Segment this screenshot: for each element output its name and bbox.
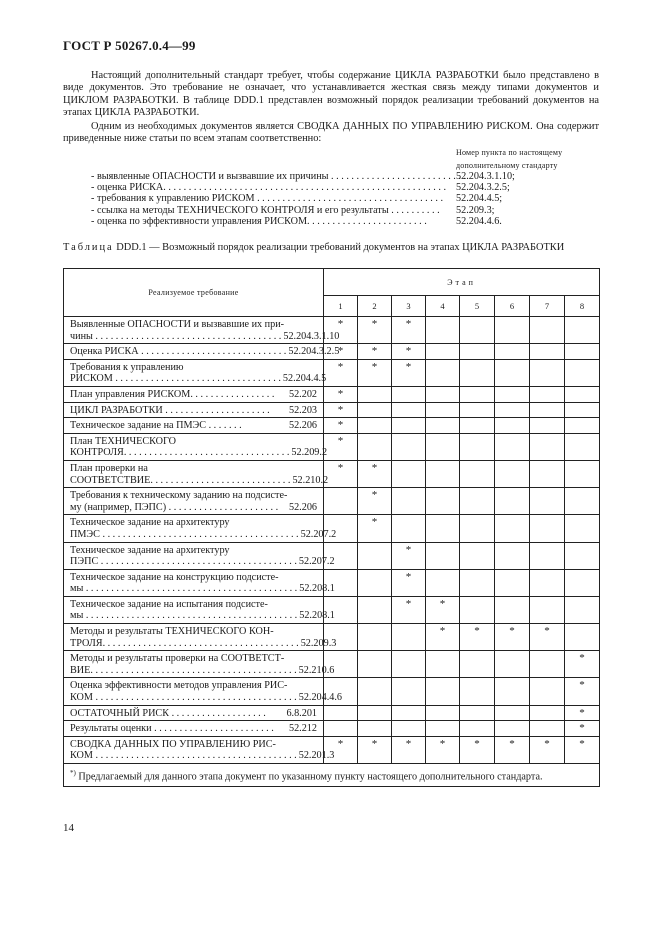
stage-mark [530, 402, 565, 418]
stage-mark [460, 721, 495, 737]
requirement-cell [64, 624, 337, 651]
requirement-line [70, 346, 340, 358]
clause-reference: 52.206 [288, 420, 317, 432]
stage-mark [530, 596, 565, 623]
requirement-line [70, 389, 317, 401]
stage-column-header: Этап [324, 269, 600, 296]
stage-mark: * [324, 317, 358, 344]
requirement-cell [64, 678, 343, 705]
requirement-text: мы . . . . . . . . . . . . . . . . . . . . . . . . . . . . . . . . . . . . . . . . . . [70, 583, 298, 595]
requirement-text: КОНТРОЛЯ. . . . . . . . . . . . . . . . . . . . . . . . . . . . . . . . . [70, 447, 290, 459]
stage-mark [565, 569, 600, 596]
requirement-line [70, 447, 328, 459]
requirement-text: мы . . . . . . . . . . . . . . . . . . . . . . . . . . . . . . . . . . . . . . . . . . [70, 610, 298, 622]
stage-mark [358, 705, 392, 721]
requirement-line [70, 708, 317, 720]
stage-mark [392, 460, 426, 487]
requirement-text: Техническое задание на архитектуру [70, 517, 230, 529]
requirement-line [70, 545, 317, 557]
stage-mark [426, 317, 460, 344]
stage-mark [495, 569, 530, 596]
stage-mark [530, 542, 565, 569]
requirement-cell [64, 705, 324, 721]
stage-mark [460, 344, 495, 360]
page-number: 14 [63, 822, 74, 834]
stage-mark [530, 721, 565, 737]
clause-reference: 52.207.2 [300, 528, 337, 540]
requirement-cell [64, 402, 324, 418]
requirement-text: Техническое задание на ПМЭС . . . . . . . [70, 420, 242, 432]
stages-table [63, 268, 600, 787]
clause-reference: 52.212 [288, 723, 317, 735]
stage-mark [392, 515, 426, 542]
stage-mark [530, 569, 565, 596]
stage-mark [426, 678, 460, 705]
table-row [64, 402, 600, 418]
requirement-cell [64, 344, 340, 360]
stage-mark [530, 651, 565, 678]
stage-mark [495, 317, 530, 344]
requirement-line [70, 420, 317, 432]
stage-mark: * [358, 515, 392, 542]
requirement-text: Результаты оценки . . . . . . . . . . . . . . . . . . . . . . . . [70, 723, 274, 735]
stage-mark: * [392, 317, 426, 344]
table-row [64, 569, 600, 596]
list-item: - ссылка на методы ТЕХНИЧЕСКОГО КОНТРОЛЯ и его результаты . . . . . . . . . . 52.209.3; [91, 204, 495, 216]
stage-mark [392, 402, 426, 418]
stage-mark [495, 386, 530, 402]
stage-mark: * [495, 624, 530, 651]
stage-mark [358, 721, 392, 737]
requirement-cell [64, 542, 335, 569]
table-row [64, 433, 600, 460]
requirement-text: Техническое задание на испытания подсисте- [70, 598, 268, 610]
requirement-cell [64, 488, 324, 515]
clause-reference: 52.201.3 [298, 750, 335, 762]
article-list [91, 171, 551, 227]
stage-mark: * [565, 651, 600, 678]
stage-mark: * [426, 596, 460, 623]
stage-mark [565, 433, 600, 460]
requirement-cell [64, 596, 335, 623]
requirement-line [70, 405, 317, 417]
stage-mark [495, 344, 530, 360]
requirement-text: СООТВЕТСТВИЕ. . . . . . . . . . . . . . . . . . . . . . . . . . . . [70, 474, 291, 486]
stage-mark: * [530, 624, 565, 651]
requirement-line [70, 474, 329, 487]
list-item: - оценка РИСКА. . . . . . . . . . . . . . . . . . . . . . . . . . . . . . . . . . . . . . . . . . . . . . . . . . . . . . . . 52.204.3.2.5; [91, 182, 510, 194]
stage-mark [426, 433, 460, 460]
requirement-cell [64, 418, 324, 434]
table-caption [63, 242, 599, 254]
stage-number: 2 [358, 296, 392, 317]
stage-mark [460, 596, 495, 623]
requirement-line [70, 610, 335, 622]
stage-mark [460, 402, 495, 418]
stage-mark [495, 651, 530, 678]
stage-mark: * [460, 736, 495, 763]
stage-mark [530, 317, 565, 344]
clause-reference: 52.204.4.6 [298, 692, 343, 704]
clause-reference: 52.204.3.2.5 [288, 346, 340, 358]
stage-number: 8 [565, 296, 600, 317]
list-item: - оценка по эффективности управления РИСКОМ. . . . . . . . . . . . . . . . . . . . . . . . 52.204.4.6. [91, 215, 502, 227]
stage-mark: * [392, 359, 426, 386]
stage-mark [495, 402, 530, 418]
stage-mark: * [324, 386, 358, 402]
stage-mark [495, 433, 530, 460]
requirement-cell [64, 386, 324, 402]
stage-mark [358, 624, 392, 651]
stage-number: 6 [495, 296, 530, 317]
stage-mark [565, 515, 600, 542]
stage-mark [426, 515, 460, 542]
clause-reference: 52.203 [288, 404, 317, 416]
stage-mark: * [358, 359, 392, 386]
stage-mark [565, 359, 600, 386]
stage-mark: * [460, 624, 495, 651]
stage-mark [392, 624, 426, 651]
stage-mark [495, 705, 530, 721]
requirement-text: ВИЕ. . . . . . . . . . . . . . . . . . . . . . . . . . . . . . . . . . . . . . . . . [70, 664, 297, 676]
stage-mark: * [324, 736, 358, 763]
requirement-line [70, 739, 317, 751]
stage-mark [530, 705, 565, 721]
requirement-text: Выявленные ОПАСНОСТИ и вызвавшие их при- [70, 319, 285, 330]
requirement-cell [64, 433, 328, 460]
stage-mark [530, 678, 565, 705]
requirement-line [70, 664, 335, 677]
table-footnote [64, 764, 600, 787]
table-row [64, 386, 600, 402]
requirement-text: План проверки на [70, 462, 148, 474]
stage-mark [358, 569, 392, 596]
stage-mark [392, 433, 426, 460]
list-item: - требования к управлению РИСКОМ . . . . . . . . . . . . . . . . . . . . . . . . . . . . . . . . . . . . . 52.204.4.5; [91, 193, 503, 205]
requirement-text: чины . . . . . . . . . . . . . . . . . . . . . . . . . . . . . . . . . . . . . [70, 330, 282, 342]
stage-mark: * [358, 736, 392, 763]
footnote-text: Предлагаемый для данного этапа документ по указанному пункту настоящего дополнительного стандарта. [75, 771, 543, 783]
stage-mark [565, 386, 600, 402]
requirement-line [70, 490, 317, 502]
stage-mark [460, 433, 495, 460]
stage-mark [530, 418, 565, 434]
requirement-cell [64, 736, 335, 763]
stage-number: 3 [392, 296, 426, 317]
stage-mark [460, 359, 495, 386]
stage-mark: * [324, 344, 358, 360]
stage-mark: * [565, 678, 600, 705]
stage-mark [426, 344, 460, 360]
requirement-text: ТРОЛЯ. . . . . . . . . . . . . . . . . . . . . . . . . . . . . . . . . . . . . . . [70, 637, 299, 649]
stage-mark [460, 460, 495, 487]
stage-mark: * [426, 736, 460, 763]
requirement-cell [64, 317, 340, 344]
requirement-line [70, 637, 337, 650]
clause-reference: 52.208.1 [299, 583, 335, 595]
requirement-text: ОСТАТОЧНЫЙ РИСК . . . . . . . . . . . . . . . . . . . [70, 707, 266, 719]
stage-mark [565, 418, 600, 434]
requirement-text: Техническое задание на архитектуру [70, 544, 230, 556]
requirement-line [70, 572, 317, 584]
stage-mark: * [392, 736, 426, 763]
stage-mark [460, 386, 495, 402]
stage-mark [324, 488, 358, 515]
stage-number: 4 [426, 296, 460, 317]
clause-reference: 52.208.1 [299, 610, 335, 622]
stage-mark [495, 678, 530, 705]
stage-mark [565, 488, 600, 515]
clause-reference: 6.8.201 [286, 707, 317, 719]
requirement-line [70, 319, 317, 331]
stage-mark [530, 488, 565, 515]
requirement-text: План управления РИСКОМ. . . . . . . . . . . . . . . . . [70, 388, 275, 400]
table-row [64, 344, 600, 360]
stage-mark [530, 433, 565, 460]
stage-mark [426, 488, 460, 515]
stage-mark [565, 542, 600, 569]
stage-mark: * [358, 460, 392, 487]
stage-mark: * [324, 460, 358, 487]
requirement-line [70, 528, 337, 541]
stage-mark: * [324, 402, 358, 418]
stage-mark [324, 721, 358, 737]
table-row [64, 721, 600, 737]
table-row [64, 317, 600, 344]
requirement-cell [64, 515, 337, 542]
stage-mark [495, 359, 530, 386]
table-row [64, 624, 600, 651]
requirement-text: Методы и результаты проверки на СООТВЕТСТ- [70, 653, 285, 665]
table-row [64, 488, 600, 515]
clause-number-heading-line: дополнительному стандарту [456, 161, 558, 170]
table-caption-label: Таблица [63, 242, 114, 253]
stage-mark [530, 460, 565, 487]
stage-mark [358, 386, 392, 402]
stage-mark [426, 386, 460, 402]
clause-reference: 52.210.6 [298, 664, 335, 676]
requirement-text: ПЭПС . . . . . . . . . . . . . . . . . . . . . . . . . . . . . . . . . . . . . . . [70, 556, 297, 568]
table-row [64, 460, 600, 487]
requirement-line [70, 463, 317, 475]
stage-mark [426, 651, 460, 678]
requirement-line [70, 330, 340, 343]
requirement-text: му (например, ПЭПС) . . . . . . . . . . . . . . . . . . . . . . [70, 501, 279, 513]
requirement-line [70, 653, 317, 665]
clause-reference: 52.209.2 [291, 447, 328, 459]
stage-mark [495, 542, 530, 569]
stage-mark: * [324, 359, 358, 386]
stage-mark [495, 418, 530, 434]
table-caption-text: DDD.1 — Возможный порядок реализации требований документов на этапах ЦИКЛА РАЗРАБОТКИ [116, 242, 565, 253]
stage-mark [392, 386, 426, 402]
list-item: - выявленные ОПАСНОСТИ и вызвавшие их причины . . . . . . . . . . . . . . . . . . . . . . . . . . . 52.204.3.1.10; [91, 171, 515, 182]
requirement-line [70, 723, 317, 735]
stage-mark [392, 678, 426, 705]
requirement-text: Методы и результаты ТЕХНИЧЕСКОГО КОН- [70, 626, 274, 638]
clause-reference: 52.209.3 [300, 637, 337, 649]
requirement-text: КОМ . . . . . . . . . . . . . . . . . . . . . . . . . . . . . . . . . . . . . . . . [70, 692, 297, 704]
requirement-line [70, 556, 335, 568]
stage-mark [565, 344, 600, 360]
paragraph-text: Настоящий дополнительный стандарт требует, чтобы содержание ЦИКЛА РАЗРАБОТКИ было представлено в виде документов. Это требование не означает, что устанавливается жесткая связь между типами документов и ЦИКЛОМ РАЗРАБОТКИ. В таблице DDD.1 представлен возможный порядок реализации требований документов на этапах ЦИКЛА РАЗРАБОТКИ. [63, 70, 599, 119]
stage-mark [565, 402, 600, 418]
stage-mark [426, 542, 460, 569]
stage-mark [392, 418, 426, 434]
clause-number-heading-line: Номер пункта по настоящему [456, 148, 563, 157]
stage-mark: * [426, 624, 460, 651]
stage-mark: * [392, 344, 426, 360]
requirement-text: Техническое задание на конструкцию подсисте- [70, 571, 279, 583]
requirement-line [70, 362, 317, 374]
stage-mark [565, 596, 600, 623]
requirement-text: ЦИКЛ РАЗРАБОТКИ . . . . . . . . . . . . . . . . . . . . . [70, 404, 270, 416]
stage-mark [426, 705, 460, 721]
stage-number: 5 [460, 296, 495, 317]
table-row [64, 515, 600, 542]
stage-mark: * [565, 736, 600, 763]
stage-mark [565, 317, 600, 344]
requirement-cell [64, 651, 335, 678]
requirement-line [70, 502, 317, 514]
stage-mark: * [392, 542, 426, 569]
clause-reference: 52.202 [288, 388, 317, 400]
requirement-text: РИСКОМ . . . . . . . . . . . . . . . . . . . . . . . . . . . . . . . . . [70, 373, 281, 385]
stage-mark [426, 418, 460, 434]
table-row [64, 596, 600, 623]
requirement-text: ПМЭС . . . . . . . . . . . . . . . . . . . . . . . . . . . . . . . . . . . . . . . [70, 528, 299, 540]
stage-mark [565, 624, 600, 651]
stage-mark [495, 596, 530, 623]
stage-mark: * [530, 736, 565, 763]
stage-mark [392, 488, 426, 515]
stage-mark: * [495, 736, 530, 763]
stage-mark [426, 569, 460, 596]
stage-mark [530, 344, 565, 360]
stage-mark [426, 359, 460, 386]
clause-reference: 52.206 [288, 501, 317, 513]
stage-mark [392, 721, 426, 737]
table-row [64, 542, 600, 569]
requirement-line [70, 436, 317, 448]
table-row [64, 736, 600, 763]
stage-mark [460, 488, 495, 515]
stage-mark: * [358, 488, 392, 515]
stage-mark: * [565, 721, 600, 737]
paragraph-text: Одним из необходимых документов является СВОДКА ДАННЫХ ПО УПРАВЛЕНИЮ РИСКОМ. Она содержит приведенные ниже статьи по всем этапам соответственно: [63, 121, 599, 145]
requirement-line [70, 692, 343, 704]
table-row [64, 651, 600, 678]
stage-number: 1 [324, 296, 358, 317]
stage-mark [392, 651, 426, 678]
requirement-cell [64, 569, 335, 596]
stage-number: 7 [530, 296, 565, 317]
requirement-line [70, 626, 317, 638]
footnote-mark: *) [70, 769, 76, 777]
requirement-cell [64, 460, 329, 487]
stage-mark [426, 721, 460, 737]
stage-mark [495, 488, 530, 515]
stage-mark [565, 460, 600, 487]
intro-paragraph-2 [63, 121, 599, 146]
requirement-text: Оценка эффективности методов управления РИС- [70, 680, 288, 692]
stage-mark: * [565, 705, 600, 721]
stage-mark [358, 596, 392, 623]
stage-mark [460, 569, 495, 596]
requirement-cell [64, 359, 327, 386]
requirement-line [70, 599, 317, 611]
stage-mark: * [358, 317, 392, 344]
requirement-line [70, 750, 335, 762]
requirement-text: Требования к техническому заданию на подсисте- [70, 490, 288, 502]
clause-reference: 52.204.4.5 [282, 373, 327, 385]
table-row [64, 678, 600, 705]
requirement-line [70, 517, 317, 529]
requirement-text: План ТЕХНИЧЕСКОГО [70, 435, 177, 447]
stage-mark [530, 515, 565, 542]
stage-mark [358, 418, 392, 434]
requirement-text: Требования к управлению [70, 361, 184, 373]
stage-mark [426, 402, 460, 418]
stage-mark [460, 651, 495, 678]
requirement-line [70, 583, 335, 595]
stage-mark: * [392, 569, 426, 596]
intro-paragraph-1 [63, 70, 599, 120]
clause-reference: 52.204.3.1.10 [283, 330, 340, 342]
stage-mark [495, 460, 530, 487]
stage-mark [392, 705, 426, 721]
clause-reference: 52.210.2 [292, 474, 329, 486]
stage-mark [358, 542, 392, 569]
stage-mark [358, 433, 392, 460]
clause-number-heading [456, 146, 602, 172]
stage-mark [530, 359, 565, 386]
stage-mark [358, 651, 392, 678]
stage-mark [426, 460, 460, 487]
requirement-text: Оценка РИСКА . . . . . . . . . . . . . . . . . . . . . . . . . . . . . [70, 346, 287, 358]
table-row [64, 359, 600, 386]
stage-mark [324, 705, 358, 721]
stage-mark: * [392, 596, 426, 623]
stage-mark [460, 317, 495, 344]
stage-mark [460, 678, 495, 705]
stage-mark [495, 515, 530, 542]
document-header: ГОСТ Р 50267.0.4—99 [63, 38, 196, 53]
requirement-line [70, 373, 327, 385]
requirement-line [70, 680, 317, 692]
table-row [64, 418, 600, 434]
table-row [64, 705, 600, 721]
stage-mark: * [358, 344, 392, 360]
stage-mark [460, 542, 495, 569]
requirement-cell [64, 721, 324, 737]
stage-mark [460, 515, 495, 542]
requirement-column-header: Реализуемое требование [64, 269, 324, 317]
stage-mark [358, 402, 392, 418]
stage-mark [495, 721, 530, 737]
stage-mark [460, 418, 495, 434]
stage-mark: * [324, 418, 358, 434]
requirement-text: СВОДКА ДАННЫХ ПО УПРАВЛЕНИЮ РИС- [70, 738, 276, 750]
requirement-text: КОМ . . . . . . . . . . . . . . . . . . . . . . . . . . . . . . . . . . . . . . . . [70, 750, 297, 762]
stage-mark [358, 678, 392, 705]
stage-mark: * [324, 433, 358, 460]
stage-mark [460, 705, 495, 721]
clause-reference: 52.207.2 [298, 556, 335, 568]
stage-mark [530, 386, 565, 402]
